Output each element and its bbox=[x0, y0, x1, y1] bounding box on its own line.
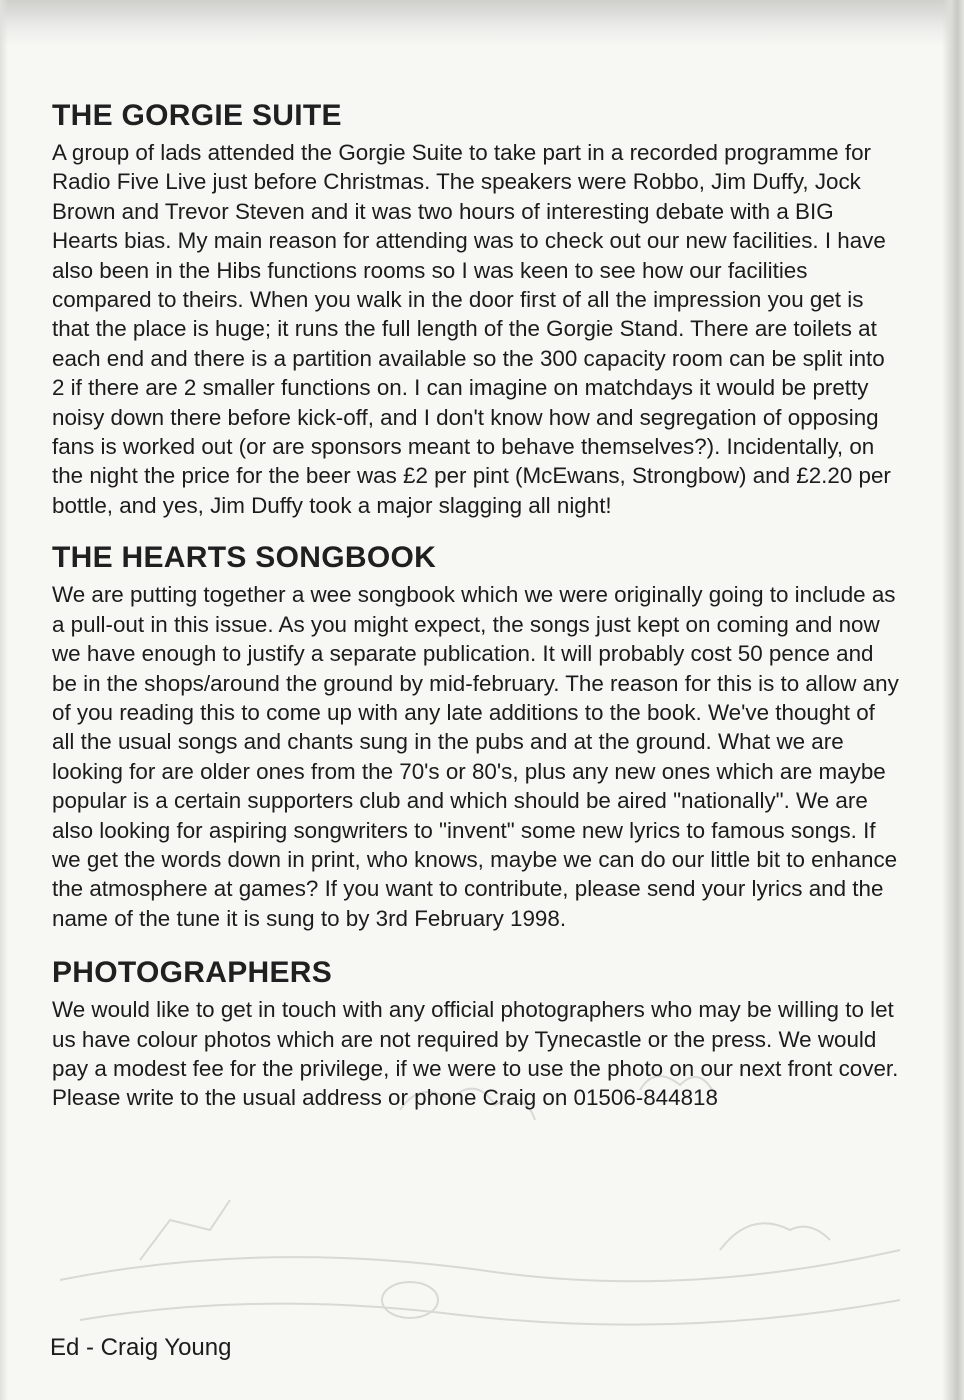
section-photographers bbox=[52, 955, 902, 1113]
article-column bbox=[52, 98, 902, 1135]
section-title: PHOTOGRAPHERS bbox=[52, 956, 333, 990]
page-fold-shadow bbox=[942, 0, 964, 1400]
scan-left-edge bbox=[0, 0, 8, 1400]
section-title: THE HEARTS SONGBOOK bbox=[52, 541, 437, 575]
section-body: We would like to get in touch with any official photographers who may be willing to let us have colour photos which are not required by Tynecastle or the press. We would pay a modest fee for the privilege, if we were to use the photo on our next front cover. Please write to the usual address or phone Craig on 01506-844818 bbox=[52, 997, 899, 1111]
section-hearts-songbook bbox=[52, 540, 902, 933]
scan-top-shadow bbox=[0, 0, 964, 46]
section-title: THE GORGIE SUITE bbox=[52, 99, 342, 132]
section-body: A group of lads attended the Gorgie Suite to take part in a recorded programme for Radio Five Live just before Christmas. The speakers were Robbo, Jim Duffy, Jock Brown and Trevor Steven and it was two hours of interesting debate with a BIG Hearts bias. My main reason for attending was to check out our new facilities. I have also been in the Hibs functions rooms so I was keen to see how our facilities compared to theirs. When you walk in the door first of all the impression you get is that the place is huge; it runs the full length of the Gorgie Stand. There are toilets at each end and there is a partition available so the 300 capacity room can be split into 2 if there are 2 smaller functions on. I can imagine on matchdays it would be pretty noisy down there before kick-off, and I don't know how and segregation of opposing fans is worked out (or are sponsors meant to behave themselves?). Incidentally, on the night the price for the beer was £2 per pint (McEwans, Strongbow) and £2.20 per bottle, and yes, Jim Duffy took a major slagging all night! bbox=[52, 140, 891, 518]
section-gorgie-suite bbox=[52, 98, 902, 520]
section-body: We are putting together a wee songbook which we were originally going to include as a pull-out in this issue. As you might expect, the songs just kept on coming and now we have enough to justify a separate publication. It will probably cost 50 pence and be in the shops/around the ground by mid-february. The reason for this is to allow any of you reading this to come up with any late additions to the book. We've thought of all the usual songs and chants sung in the pubs and at the ground. What we are looking for are older ones from the 70's or 80's, plus any new ones which are maybe popular is a certain supporters club and which should be aired "nationally". We are also looking for aspiring songwriters to "invent" some new lyrics to famous songs. If we get the words down in print, who knows, maybe we can do our little bit to enhance the atmosphere at games? If you want to contribute, please send your lyrics and the name of the tune it is sung to by 3rd February 1998. bbox=[52, 582, 899, 931]
editor-signature: Ed - Craig Young bbox=[50, 1334, 232, 1361]
